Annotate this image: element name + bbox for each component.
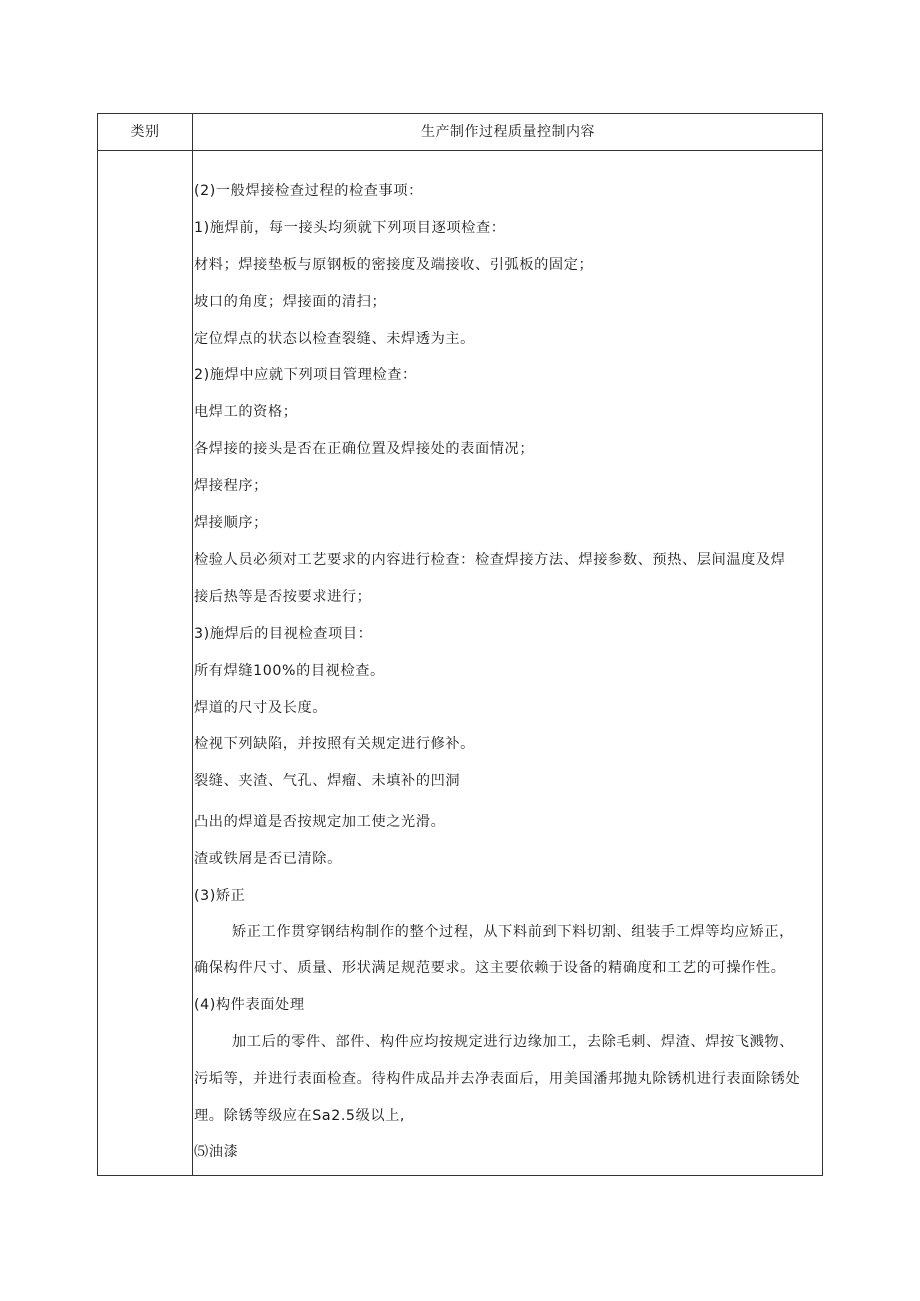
text-line: 焊接顺序； — [194, 515, 268, 531]
text-line: ⑸油漆 — [194, 1144, 239, 1160]
table-header-row — [98, 114, 822, 151]
quality-control-table — [97, 113, 823, 1176]
text-line: 定位焊点的状态以检查裂缝、未焊透为主。 — [194, 331, 475, 347]
header-content: 生产制作过程质量控制内容 — [421, 124, 595, 140]
text-line: 焊接程序； — [194, 478, 268, 494]
text-line: 检视下列缺陷，并按照有关规定进行修补。 — [194, 736, 475, 752]
text-line: 各焊接的接头是否在正确位置及焊接处的表面情况； — [194, 441, 535, 457]
text-line: 焊道的尺寸及长度。 — [194, 700, 328, 716]
text-line: 理。除锈等级应在Sa2.5级以上, — [194, 1108, 406, 1124]
text-line: 污垢等，并进行表面检查。待构件成品并去净表面后，用美国潘邦抛丸除锈机进行表面除锈处 — [194, 1071, 801, 1087]
text-line: 渣或铁屑是否已清除。 — [194, 851, 342, 867]
text-line: 2)施焊中应就下列项目管理检查： — [194, 367, 417, 383]
text-line: 坡口的角度；焊接面的清扫； — [194, 294, 387, 310]
text-line: 接后热等是否按要求进行； — [194, 589, 372, 605]
text-line: 检验人员必须对工艺要求的内容进行检查：检查焊接方法、焊接参数、预热、层间温度及焊 — [194, 552, 786, 568]
text-line: 确保构件尺寸、质量、形状满足规范要求。这主要依赖于设备的精确度和工艺的可操作性。 — [194, 960, 786, 976]
header-category: 类别 — [130, 124, 160, 140]
text-line: 加工后的零件、部件、构件应均按规定进行边缘加工，去除毛刺、焊渣、焊按飞溅物、 — [232, 1034, 794, 1050]
text-line: 材料；焊接垫板与原钢板的密接度及端接收、引弧板的固定； — [194, 257, 594, 273]
text-line: (2)一般焊接检查过程的检查事项： — [194, 183, 423, 199]
column-divider — [192, 114, 193, 1175]
text-line: 凸出的焊道是否按规定加工使之光滑。 — [194, 814, 446, 830]
text-line: 3)施焊后的目视检查项目： — [194, 626, 373, 642]
text-line: 1)施焊前，每一接头均须就下列项目逐项检查： — [194, 220, 506, 236]
text-line: (3)矫正 — [194, 888, 246, 904]
text-line: 电焊工的资格； — [194, 404, 298, 420]
text-line: 矫正工作贯穿钢结构制作的整个过程，从下料前到下料切割、组装手工焊等均应矫正， — [232, 924, 794, 940]
text-line: (4)构件表面处理 — [194, 997, 305, 1013]
text-line: 所有焊缝100%的目视检查。 — [194, 663, 385, 679]
text-line: 裂缝、夹渣、气孔、焊瘤、未填补的凹洞 — [194, 773, 461, 789]
